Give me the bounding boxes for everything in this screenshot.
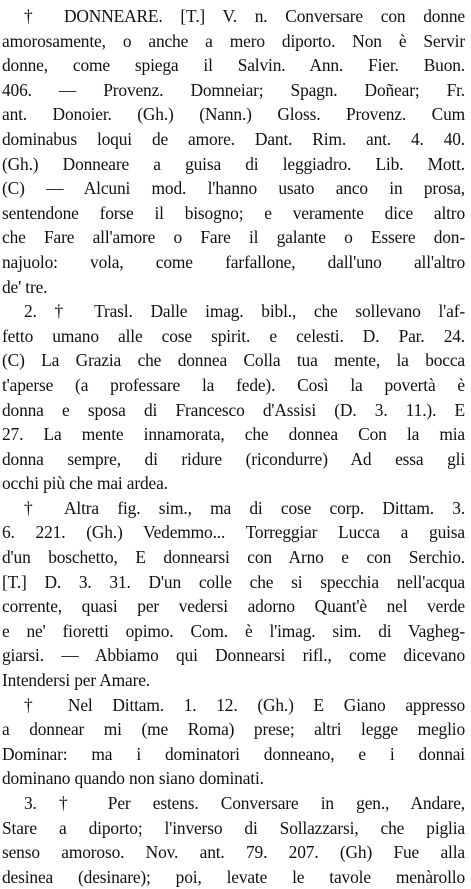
entry-line-24: [T.] D. 3. 31. D'un colle che si specchia nell'acqua [2, 571, 465, 592]
entry-line-6: dominabus loqui de amore. Dant. Rim. ant. 4. 40. [2, 128, 465, 149]
entry-line-32: dominano quando non siano dominati. [2, 768, 264, 789]
entry-line-22: 6. 221. (Gh.) Vedemmo... Torreggiar Lucca a guisa [2, 522, 465, 543]
entry-line-25: corrente, quasi per vedersi adorno Quant'è nel verde [2, 596, 465, 617]
entry-line-33: 3. † Per estens. Conversare in gen., Andare, [24, 793, 465, 813]
entry-line-2: amorosamente, o anche a mero diporto. Non è Servir [2, 30, 465, 51]
entry-line-19: donna sempre, di ridure (ricondurre) Ad essa gli [2, 448, 465, 469]
entry-line-23: d'un boschetto, E donnearsi con Arno e con Serchio. [2, 547, 465, 568]
entry-line-13: 2. † Trasl. Dalle imag. bibl., che sollevano l'af- [24, 301, 465, 322]
entry-line-9: sentendone forse il bisogno; e veramente dice altro [2, 202, 465, 223]
entry-line-12: de' tre. [2, 276, 48, 297]
entry-line-7: (Gh.) Donneare a guisa di leggiadro. Lib. Mott. [2, 153, 465, 174]
entry-line-35: senso amoroso. Nov. ant. 79. 207. (Gh) Fue alla [2, 842, 465, 863]
entry-line-4: 406. — Provenz. Domneiar; Spagn. Doñear; Fr. [2, 79, 465, 100]
entry-line-28: Intendersi per Amare. [2, 670, 150, 691]
entry-line-5: ant. Donoier. (Gh.) (Nann.) Gloss. Provenz. Cum [2, 104, 465, 125]
entry-line-3: donne, come spiega il Salvin. Ann. Fier. Buon. [2, 55, 465, 76]
entry-line-16: t'aperse (a professare la fede). Così la povertà è [2, 374, 465, 395]
entry-line-15: (C) La Grazia che donnea Colla tua mente, la bocca [2, 350, 465, 371]
entry-line-29: † Nel Dittam. 1. 12. (Gh.) E Giano appresso [24, 694, 465, 715]
entry-line-31: Dominar: ma i dominatori donneano, e i donnai [2, 743, 465, 764]
entry-line-36: desinea (desinare); poi, levate le tavole menàrollo [2, 866, 465, 887]
entry-line-20: occhi più che mai ardea. [2, 473, 168, 494]
entry-line-34: Stare a diporto; l'inverso di Sollazzarsi, che piglia [2, 817, 465, 838]
entry-line-8: (C) — Alcuni mod. l'hanno usato anco in prosa, [2, 178, 465, 199]
entry-line-18: 27. La mente innamorata, che donnea Con la mia [2, 424, 465, 445]
entry-line-1: † DONNEARE. [T.] V. n. Conversare con donne [24, 6, 465, 26]
entry-line-21: † Altra fig. sim., ma di cose corp. Dittam. 3. [24, 497, 465, 518]
entry-line-14: fetto umano alle cose spirit. e celesti. D. Par. 24. [2, 325, 465, 346]
entry-line-17: donna e sposa di Francesco d'Assisi (D. 3. 11.). E [2, 399, 465, 420]
entry-line-26: e ne' fioretti opimo. Com. è l'imag. sim. di Vagheg- [2, 620, 465, 641]
entry-line-11: najuolo: vola, come farfallone, dall'uno all'altro [2, 251, 465, 272]
entry-line-10: che Fare all'amore o Fare il galante o Essere don- [2, 227, 465, 248]
entry-line-30: a donnear mi (me Roma) prese; altri legge meglio [2, 719, 465, 740]
entry-line-27: giarsi. — Abbiamo qui Donnearsi rifl., come dicevano [2, 645, 465, 666]
